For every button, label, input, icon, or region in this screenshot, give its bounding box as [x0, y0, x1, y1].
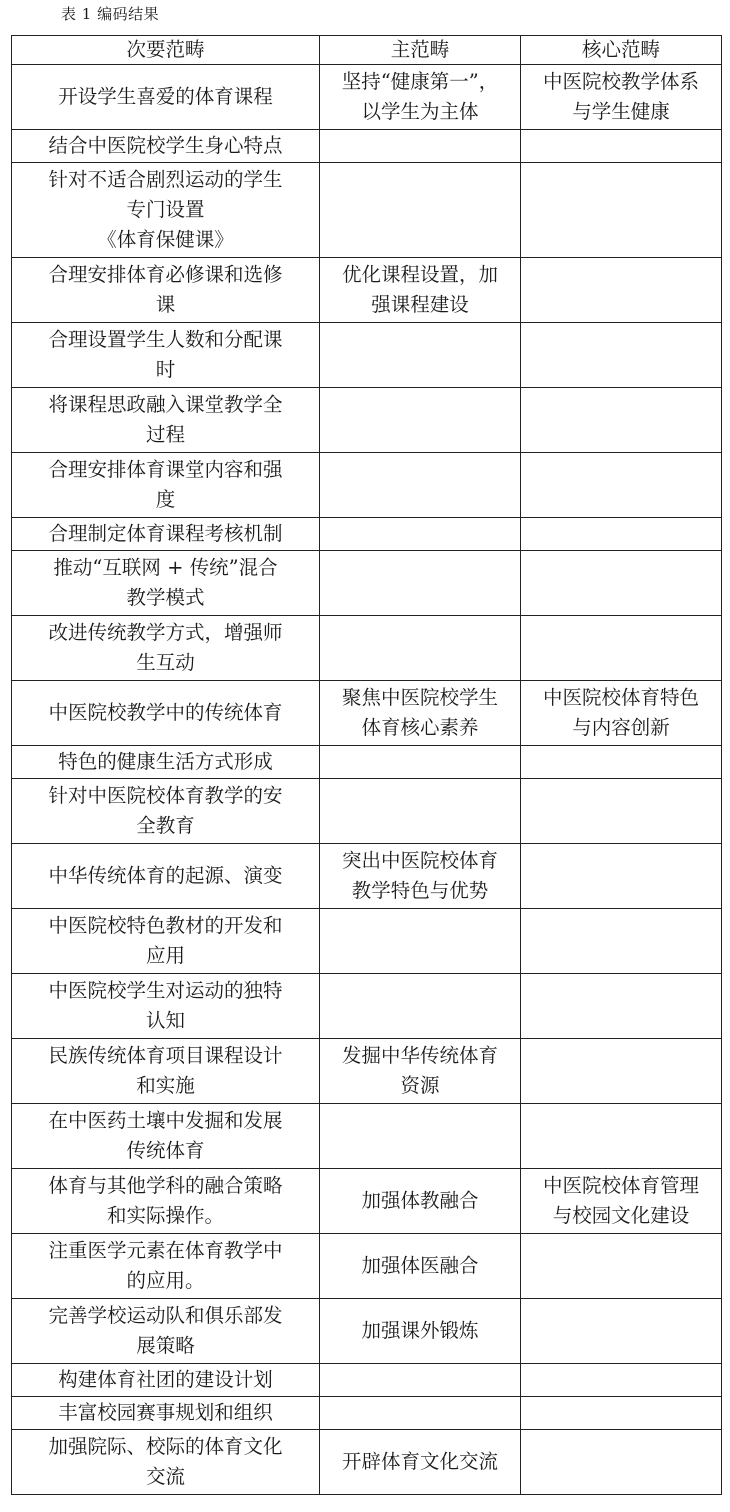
core-category-cell	[521, 1397, 722, 1430]
secondary-cell	[12, 518, 320, 551]
core-category-cell	[521, 65, 722, 130]
secondary-cell	[12, 453, 320, 518]
cell-text-line: 与校园文化建设	[552, 1204, 690, 1227]
secondary-cell	[12, 616, 320, 681]
core-category-cell	[521, 163, 722, 258]
core-category-cell	[521, 974, 722, 1039]
cell-text-line: 加强体教融合	[361, 1189, 479, 1212]
main-category-cell	[320, 616, 521, 681]
core-category-cell	[521, 1299, 722, 1364]
cell-text-line: 推动“互联网 + 传统”混合	[53, 556, 278, 579]
cell-text-line: 全教育	[136, 814, 195, 837]
main-category-cell	[320, 909, 521, 974]
cell-text-line: 构建体育社团的建设计划	[58, 1368, 273, 1391]
cell-text-line: 特色的健康生活方式形成	[58, 750, 273, 773]
main-category-cell	[320, 1234, 521, 1299]
main-category-cell	[320, 1430, 521, 1495]
table-row	[12, 1169, 722, 1234]
secondary-cell	[12, 1234, 320, 1299]
main-category-cell	[320, 65, 521, 130]
main-category-cell	[320, 1364, 521, 1397]
cell-text-line: 结合中医院校学生身心特点	[48, 134, 283, 157]
cell-text-line: 强课程建设	[371, 293, 469, 316]
cell-text-line: 开设学生喜爱的体育课程	[58, 85, 273, 108]
secondary-cell	[12, 1039, 320, 1104]
cell-text-line: 教学模式	[126, 586, 205, 609]
core-category-cell	[521, 551, 722, 616]
table-caption: 表 1 编码结果	[61, 5, 160, 23]
cell-text-line: 丰富校园赛事规划和组织	[58, 1401, 273, 1424]
table-row	[12, 453, 722, 518]
secondary-cell	[12, 1430, 320, 1495]
cell-text-line: 交流	[145, 1465, 185, 1488]
core-category-cell	[521, 746, 722, 779]
table-row	[12, 909, 722, 974]
cell-text-line: 坚持“健康第一”，	[341, 70, 499, 93]
cell-text-line: 突出中医院校体育	[341, 849, 498, 872]
cell-text-line: 针对中医院校体育教学的安	[48, 784, 283, 807]
cell-text-line: 中医院校体育管理	[542, 1174, 699, 1197]
cell-text-line: 应用	[145, 944, 185, 967]
cell-text-line: 合理设置学生人数和分配课	[48, 328, 283, 351]
main-category-cell	[320, 130, 521, 163]
table-row	[12, 518, 722, 551]
cell-text-line: 资源	[400, 1074, 440, 1097]
cell-text-line: 合理安排体育课堂内容和强	[48, 458, 283, 481]
table-row	[12, 1234, 722, 1299]
cell-text-line: 生互动	[136, 651, 195, 674]
cell-text-line: 的应用。	[126, 1269, 205, 1292]
table-row	[12, 163, 722, 258]
main-category-cell	[320, 453, 521, 518]
cell-text-line: 认知	[145, 1009, 185, 1032]
main-category-cell	[320, 844, 521, 909]
main-category-cell	[320, 388, 521, 453]
main-category-cell	[320, 974, 521, 1039]
main-category-cell	[320, 681, 521, 746]
core-category-cell	[521, 518, 722, 551]
cell-text-line: 体育与其他学科的融合策略	[48, 1174, 283, 1197]
cell-text-line: 中医院校教学中的传统体育	[48, 701, 283, 724]
cell-text-line: 中华传统体育的起源、演变	[48, 864, 283, 887]
cell-text-line: 合理制定体育课程考核机制	[48, 522, 283, 545]
secondary-cell	[12, 65, 320, 130]
table-row	[12, 681, 722, 746]
core-category-cell	[521, 1430, 722, 1495]
secondary-cell	[12, 1299, 320, 1364]
table-row	[12, 388, 722, 453]
table-row	[12, 1104, 722, 1169]
main-category-cell	[320, 779, 521, 844]
core-category-cell	[521, 909, 722, 974]
cell-text-line: 与内容创新	[572, 716, 670, 739]
table-row	[12, 1430, 722, 1495]
secondary-cell	[12, 258, 320, 323]
secondary-cell	[12, 779, 320, 844]
cell-text-line: 在中医药土壤中发掘和发展	[48, 1109, 283, 1132]
coding-results-table	[11, 35, 722, 1495]
table-row	[12, 1299, 722, 1364]
main-category-cell	[320, 163, 521, 258]
cell-text-line: 中医院校教学体系	[542, 70, 699, 93]
secondary-cell	[12, 1397, 320, 1430]
table-row	[12, 1397, 722, 1430]
cell-text-line: 展策略	[136, 1334, 195, 1357]
cell-text-line: 度	[155, 488, 176, 511]
core-category-cell	[521, 1104, 722, 1169]
table-row	[12, 1364, 722, 1397]
main-category-cell	[320, 258, 521, 323]
header-secondary-category: 次要范畴	[12, 36, 320, 65]
cell-text-line: 将课程思政融入课堂教学全	[48, 393, 283, 416]
cell-text-line: 开辟体育文化交流	[341, 1450, 498, 1473]
secondary-cell	[12, 1104, 320, 1169]
cell-text-line: 专门设置	[126, 198, 205, 221]
cell-text-line: 时	[155, 358, 176, 381]
cell-text-line: 传统体育	[126, 1139, 205, 1162]
table-row	[12, 130, 722, 163]
core-category-cell	[521, 616, 722, 681]
main-category-cell	[320, 1397, 521, 1430]
cell-text-line: 针对不适合剧烈运动的学生	[48, 168, 283, 191]
table-row	[12, 746, 722, 779]
main-category-cell	[320, 551, 521, 616]
core-category-cell	[521, 130, 722, 163]
table-header-row	[12, 36, 722, 65]
cell-text-line: 体育核心素养	[361, 716, 479, 739]
secondary-cell	[12, 1364, 320, 1397]
core-category-cell	[521, 681, 722, 746]
cell-text-line: 民族传统体育项目课程设计	[48, 1044, 283, 1067]
core-category-cell	[521, 453, 722, 518]
main-category-cell	[320, 1299, 521, 1364]
core-category-cell	[521, 323, 722, 388]
main-category-cell	[320, 518, 521, 551]
table-row	[12, 258, 722, 323]
cell-text-line: 发掘中华传统体育	[341, 1044, 498, 1067]
header-core-category: 核心范畴	[521, 36, 722, 65]
table-row	[12, 974, 722, 1039]
cell-text-line: 和实际操作。	[106, 1204, 224, 1227]
table-row	[12, 1039, 722, 1104]
table-row	[12, 323, 722, 388]
secondary-cell	[12, 163, 320, 258]
secondary-cell	[12, 323, 320, 388]
cell-text-line: 中医院校特色教材的开发和	[48, 914, 283, 937]
cell-text-line: 课	[155, 293, 176, 316]
main-category-cell	[320, 323, 521, 388]
cell-text-line: 中医院校体育特色	[542, 686, 699, 709]
table-row	[12, 551, 722, 616]
cell-text-line: 优化课程设置，加	[341, 263, 498, 286]
header-main-category: 主范畴	[320, 36, 521, 65]
core-category-cell	[521, 258, 722, 323]
main-category-cell	[320, 1039, 521, 1104]
main-category-cell	[320, 746, 521, 779]
secondary-cell	[12, 909, 320, 974]
cell-text-line: 聚焦中医院校学生	[341, 686, 498, 709]
table-row	[12, 844, 722, 909]
secondary-cell	[12, 1169, 320, 1234]
secondary-cell	[12, 681, 320, 746]
secondary-cell	[12, 388, 320, 453]
cell-text-line: 以学生为主体	[361, 100, 479, 123]
main-category-cell	[320, 1104, 521, 1169]
cell-text-line: 加强院际、校际的体育文化	[48, 1435, 283, 1458]
main-category-cell	[320, 1169, 521, 1234]
core-category-cell	[521, 1364, 722, 1397]
cell-text-line: 《体育保健课》	[97, 228, 234, 251]
core-category-cell	[521, 388, 722, 453]
cell-text-line: 教学特色与优势	[351, 879, 489, 902]
cell-text-line: 过程	[145, 423, 185, 446]
core-category-cell	[521, 1039, 722, 1104]
cell-text-line: 加强体医融合	[361, 1254, 479, 1277]
cell-text-line: 和实施	[136, 1074, 195, 1097]
secondary-cell	[12, 551, 320, 616]
cell-text-line: 中医院校学生对运动的独特	[48, 979, 283, 1002]
cell-text-line: 完善学校运动队和俱乐部发	[48, 1304, 283, 1327]
cell-text-line: 改进传统教学方式，增强师	[48, 621, 283, 644]
table-row	[12, 65, 722, 130]
core-category-cell	[521, 779, 722, 844]
secondary-cell	[12, 130, 320, 163]
table-row	[12, 616, 722, 681]
core-category-cell	[521, 1234, 722, 1299]
cell-text-line: 合理安排体育必修课和选修	[48, 263, 283, 286]
cell-text-line: 注重医学元素在体育教学中	[48, 1239, 283, 1262]
secondary-cell	[12, 746, 320, 779]
cell-text-line: 加强课外锻炼	[361, 1319, 479, 1342]
core-category-cell	[521, 1169, 722, 1234]
core-category-cell	[521, 844, 722, 909]
table-row	[12, 779, 722, 844]
cell-text-line: 与学生健康	[572, 100, 670, 123]
secondary-cell	[12, 974, 320, 1039]
secondary-cell	[12, 844, 320, 909]
